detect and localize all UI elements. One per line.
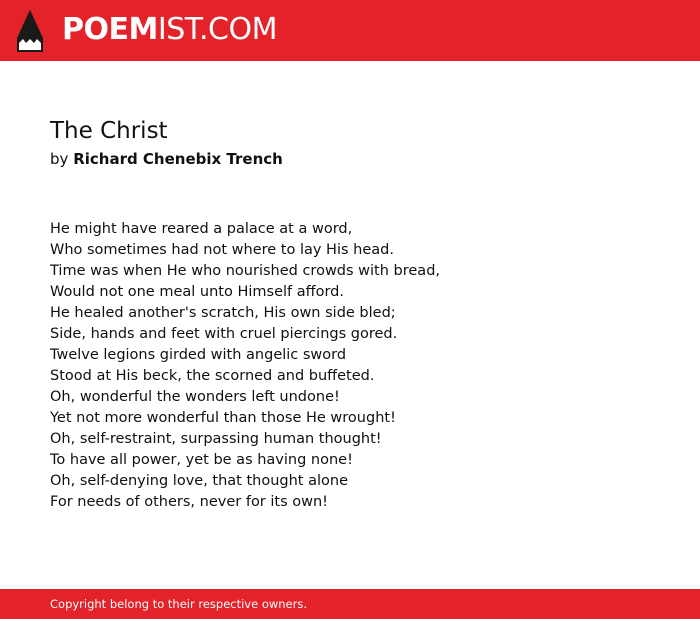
poem-line: Oh, self-restraint, surpassing human thought! — [50, 431, 382, 447]
poem-line: Time was when He who nourished crowds with bread, — [50, 263, 441, 279]
poem-line: For needs of others, never for its own! — [50, 494, 328, 510]
poem-line: Would not one meal unto Himself afford. — [50, 284, 344, 300]
brand-bold: POEM — [62, 12, 158, 47]
by-label: by — [50, 150, 69, 168]
pencil-tip-icon[interactable] — [17, 10, 43, 52]
poem-line: Oh, wonderful the wonders left undone! — [50, 389, 340, 405]
site-footer — [0, 589, 700, 619]
poem-line: Oh, self-denying love, that thought alone — [50, 473, 348, 489]
poem-line: To have all power, yet be as having none! — [50, 452, 353, 468]
copyright-text: Copyright belong to their respective owners. — [50, 597, 308, 611]
poem-line: Yet not more wonderful than those He wrought! — [50, 410, 396, 426]
poem-line: Who sometimes had not where to lay His head. — [50, 242, 394, 258]
poem-title: The Christ — [50, 118, 168, 144]
poem-body — [50, 219, 440, 513]
brand-light: IST.COM — [157, 12, 277, 47]
poem-byline — [50, 149, 283, 169]
poem-line: Side, hands and feet with cruel piercings gored. — [50, 326, 398, 342]
poem-line: He healed another's scratch, His own side bled; — [50, 305, 396, 321]
site-header — [0, 0, 700, 61]
author-name[interactable]: Richard Chenebix Trench — [73, 150, 283, 168]
poem-line: Twelve legions girded with angelic sword — [50, 347, 347, 363]
poem-line: Stood at His beck, the scorned and buffeted. — [50, 368, 375, 384]
site-logo-text[interactable] — [62, 12, 277, 48]
poem-line: He might have reared a palace at a word, — [50, 221, 353, 237]
